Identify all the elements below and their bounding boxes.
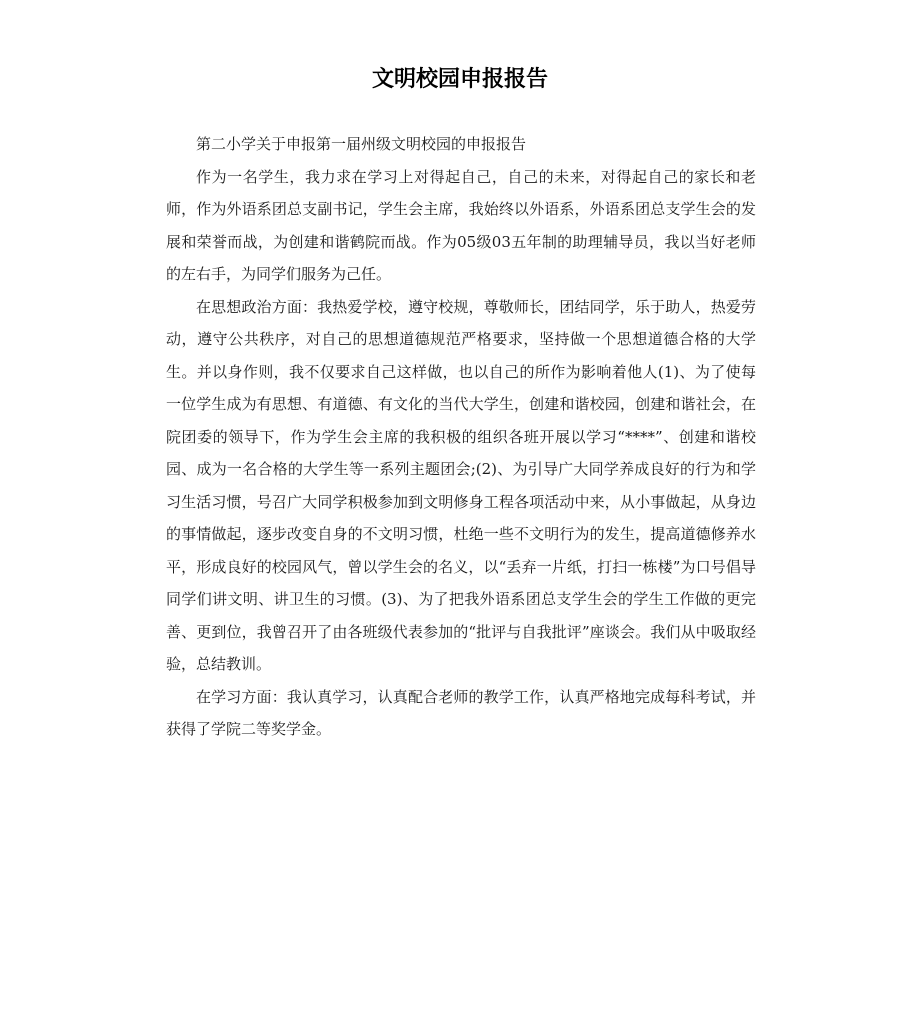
paragraph-ideology-politics: 在思想政治方面：我热爱学校，遵守校规，尊敬师长，团结同学，乐于助人，热爱劳动，遵守公共秩序，对自己的思想道德规范严格要求，坚持做一个思想道德合格的大学生。并以身作则，我不仅要求自己这样做，也以自己的所作为影响着他人(1)、为了使每一位学生成为有思想、有道德、有文化的当代大学生，创建和谐校园，创建和谐社会，在院团委的领导下，作为学生会主席的我积极的组织各班开展以学习“****”、创建和谐校园、成为一名合格的大学生等一系列主题团会;(2)、为引导广大同学养成良好的行为和学习生活习惯，号召广大同学积极参加到文明修身工程各项活动中来，从小事做起，从身边的事情做起，逐步改变自身的不文明习惯，杜绝一些不文明行为的发生，提高道德修养水平，形成良好的校园风气，曾以学生会的名义，以“丢弃一片纸，打扫一栋楼”为口号倡导同学们讲文明、讲卫生的习惯。(3)、为了把我外语系团总支学生会的学生工作做的更完善、更到位，我曾召开了由各班级代表参加的“批评与自我批评”座谈会。我们从中吸取经验，总结教训。 xyxy=(166,297,756,673)
paragraph-introduction: 作为一名学生，我力求在学习上对得起自己，自己的未来，对得起自己的家长和老师，作为外语系团总支副书记，学生会主席，我始终以外语系，外语系团总支学生会的发展和荣誉而战，为创建和谐鹤院而战。作为05级03五年制的助理辅导员，我以当好老师的左右手，为同学们服务为己任。 xyxy=(166,167,756,283)
document-body xyxy=(166,128,756,746)
paragraph-study: 在学习方面：我认真学习，认真配合老师的教学工作，认真严格地完成每科考试，并获得了学院二等奖学金。 xyxy=(166,687,756,738)
document-title: 文明校园申报报告 xyxy=(371,67,548,92)
paragraph-heading-line: 第二小学关于申报第一届州级文明校园的申报报告 xyxy=(196,135,527,153)
